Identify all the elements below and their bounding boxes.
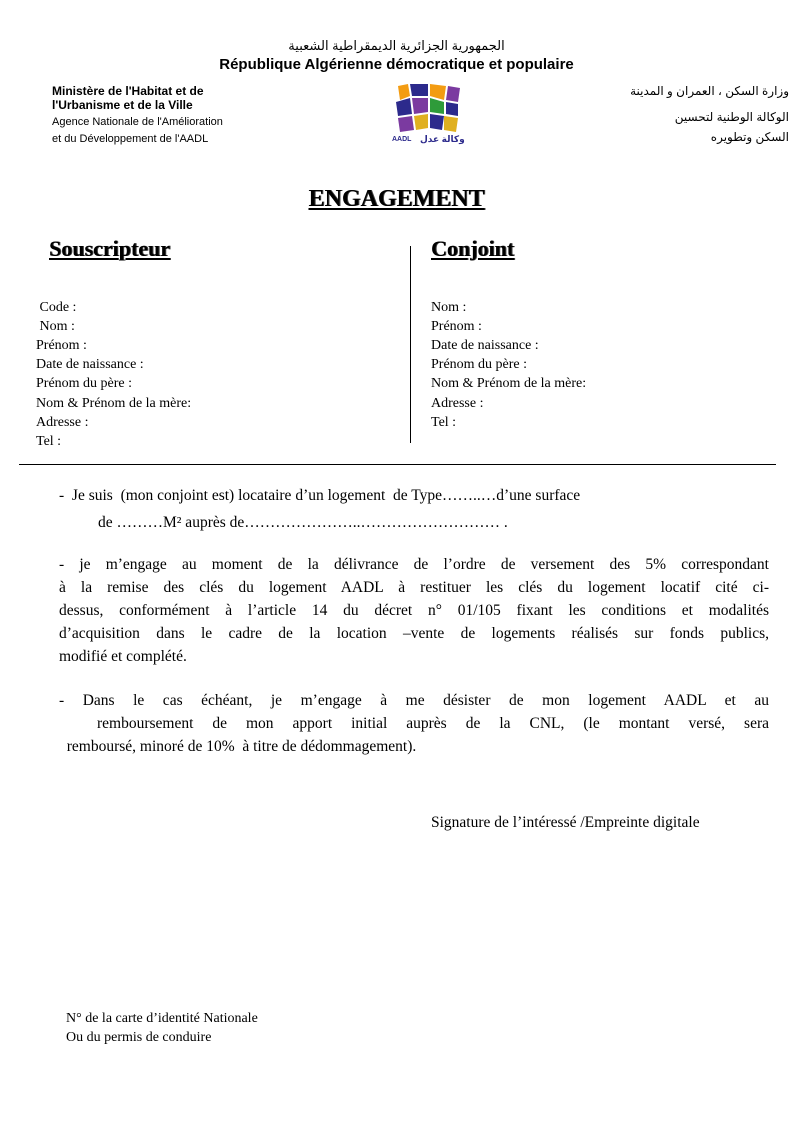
conjoint-field-prenom-pere: Prénom du père : bbox=[431, 357, 528, 372]
souscripteur-field-prenom-pere: Prénom du père : bbox=[36, 376, 133, 391]
logo-text-right: وكالة عدل bbox=[420, 134, 465, 144]
souscripteur-field-tel: Tel : bbox=[36, 434, 62, 449]
arabic-republic-title: الجمهورية الجزائرية الديمقراطية الشعبية bbox=[288, 38, 505, 53]
souscripteur-field-nom-mere: Nom & Prénom de la mère: bbox=[36, 396, 192, 411]
paragraph-1-line-2: de ………M² auprès de…………………..……………………… . bbox=[98, 514, 508, 531]
section-divider bbox=[19, 464, 776, 465]
conjoint-field-prenom: Prénom : bbox=[431, 319, 482, 334]
paragraph-1-line-1: - Je suis (mon conjoint est) locataire d’un logement de Type……..…d’une surface bbox=[59, 487, 581, 504]
souscripteur-field-date-naissance: Date de naissance : bbox=[36, 357, 144, 372]
column-divider bbox=[410, 246, 411, 443]
identity-card-label: N° de la carte d’identité Nationale bbox=[66, 1011, 258, 1026]
paragraph-2-line-3: dessus, conformément à l’article 14 du décret n° 01/105 fixant les conditions et modalités bbox=[59, 602, 769, 619]
republic-title: République Algérienne démocratique et populaire bbox=[219, 56, 574, 73]
souscripteur-field-adresse: Adresse : bbox=[36, 415, 89, 430]
ministry-line-1: Ministère de l'Habitat et de bbox=[52, 84, 204, 98]
conjoint-field-adresse: Adresse : bbox=[431, 396, 484, 411]
paragraph-3-line-1: - Dans le cas échéant, je m’engage à me désister de mon logement AADL et au bbox=[59, 692, 769, 709]
driving-license-label: Ou du permis de conduire bbox=[66, 1030, 212, 1045]
paragraph-2-line-4: d’acquisition dans le cadre de la location –vente de logements réalisés sur fonds publics, bbox=[59, 625, 769, 642]
conjoint-field-nom: Nom : bbox=[431, 300, 467, 315]
paragraph-3 bbox=[59, 689, 769, 758]
souscripteur-field-prenom: Prénom : bbox=[36, 338, 87, 353]
ministry-arabic-line-2: الوكالة الوطنية لتحسين bbox=[674, 110, 789, 124]
agency-line-1: Agence Nationale de l'Amélioration bbox=[52, 116, 223, 128]
paragraph-2-line-5: modifié et complété. bbox=[59, 648, 187, 665]
signature-label: Signature de l’intéressé /Empreinte digitale bbox=[431, 814, 700, 831]
paragraph-3-line-2: remboursement de mon apport initial auprès de la CNL, (le montant versé, sera bbox=[59, 715, 769, 732]
ministry-arabic-line-3: السكن وتطويره bbox=[710, 130, 789, 144]
ministry-arabic-line-1: وزارة السكن ، العمران و المدينة bbox=[630, 84, 789, 98]
souscripteur-field-nom: Nom : bbox=[36, 319, 75, 334]
conjoint-field-tel: Tel : bbox=[431, 415, 457, 430]
paragraph-2-line-2: à la remise des clés du logement AADL à restituer les clés du logement locatif cité ci- bbox=[59, 579, 769, 596]
paragraph-3-line-3: remboursé, minoré de 10% à titre de dédommagement). bbox=[59, 738, 417, 755]
ministry-line-2: l'Urbanisme et de la Ville bbox=[52, 98, 193, 112]
aadl-logo bbox=[388, 82, 464, 150]
conjoint-field-nom-mere: Nom & Prénom de la mère: bbox=[431, 376, 587, 391]
paragraph-2-line-1: - je m’engage au moment de la délivrance de l’ordre de versement des 5% correspondant bbox=[59, 556, 769, 573]
agency-line-2: et du Développement de l'AADL bbox=[52, 133, 209, 145]
conjoint-field-date-naissance: Date de naissance : bbox=[431, 338, 539, 353]
document-title: ENGAGEMENT bbox=[308, 186, 485, 212]
paragraph-2 bbox=[59, 553, 769, 668]
souscripteur-heading: Souscripteur bbox=[49, 236, 170, 261]
conjoint-heading: Conjoint bbox=[431, 236, 515, 261]
logo-text-left: AADL bbox=[392, 136, 412, 143]
souscripteur-field-code: Code : bbox=[36, 300, 77, 315]
